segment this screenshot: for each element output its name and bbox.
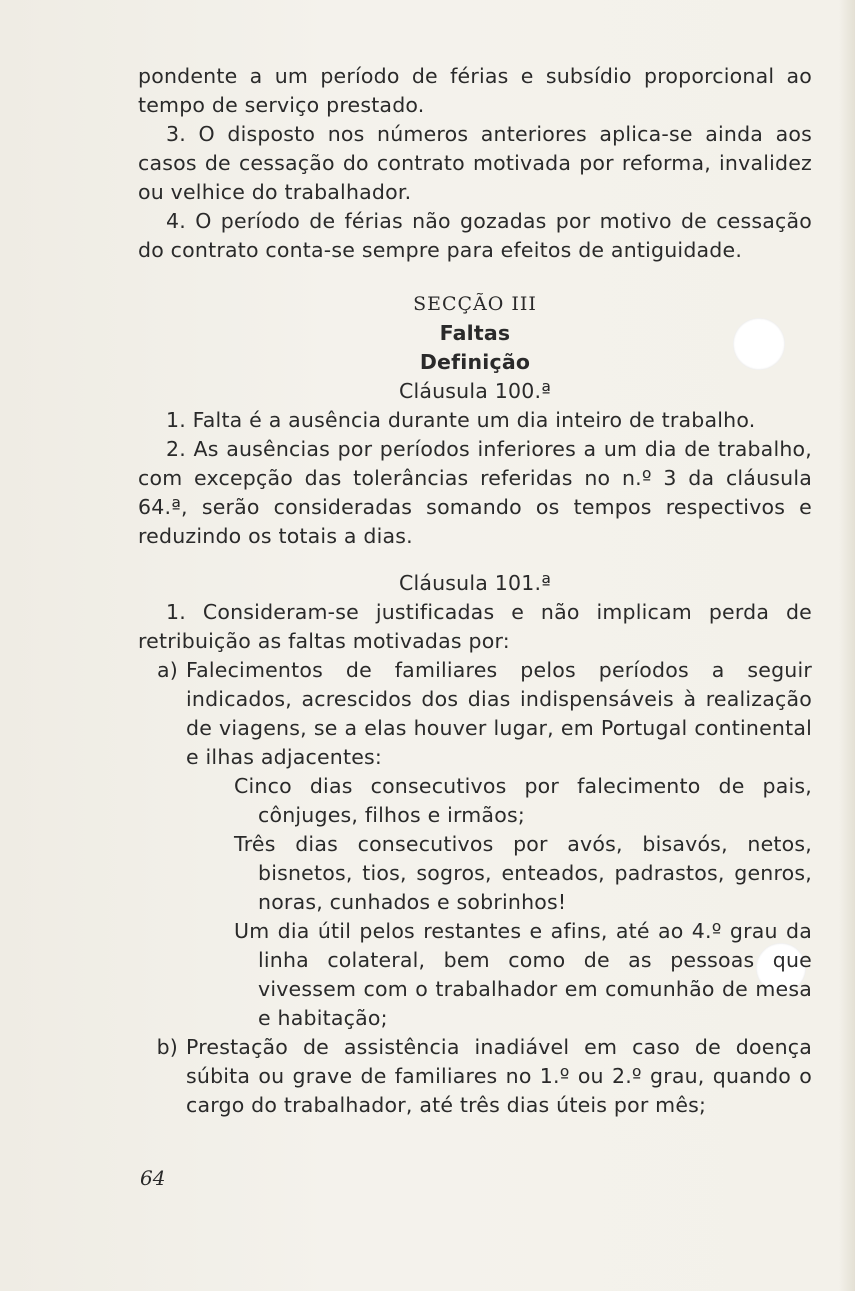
section-title: Faltas bbox=[439, 321, 511, 345]
section-subtitle: Definição bbox=[419, 350, 531, 374]
list-subitem-1: Cinco dias consecutivos por falecimento de pais, cônjuges, filhos e irmãos; bbox=[234, 774, 812, 827]
page-edge bbox=[839, 0, 855, 1291]
document-body bbox=[138, 62, 812, 1120]
page-number: 64 bbox=[140, 1166, 166, 1190]
list-marker-a: a) bbox=[157, 658, 178, 682]
list-subitem-3: Um dia útil pelos restantes e afins, até ao 4.º grau da linha colateral, bem como de as pessoas que vivessem com o trabalhador em comunhão de mesa e habitação; bbox=[234, 919, 812, 1030]
intro-paragraph-4: 4. O período de férias não gozadas por motivo de cessação do contrato conta-se sempre para efeitos de antiguidade. bbox=[138, 209, 812, 262]
list-item-a bbox=[138, 656, 812, 772]
clause-101-paragraph-1: 1. Consideram-se justificadas e não implicam perda de retribuição as faltas motivadas por: bbox=[138, 600, 812, 653]
intro-paragraph-continuation: pondente a um período de férias e subsídio proporcional ao tempo de serviço prestado. bbox=[138, 64, 812, 117]
clause-100-title: Cláusula 100.ª bbox=[398, 379, 552, 403]
section-heading: SECÇÃO III bbox=[413, 293, 537, 315]
clause-100-paragraph-2: 2. As ausências por períodos inferiores a um dia de trabalho, com excepção das tolerâncias referidas no n.º 3 da cláusula 64.ª, serão consideradas somando os tempos respectivos e reduzindo os totais a dias. bbox=[138, 437, 812, 548]
list-item-a-text: Falecimentos de familiares pelos períodos a seguir indicados, acrescidos dos dias indispensáveis à realização de viagens, se a elas houver lugar, em Portugal continental e ilhas adjacentes: bbox=[186, 658, 812, 769]
clause-100-paragraph-1: 1. Falta é a ausência durante um dia inteiro de trabalho. bbox=[166, 408, 756, 432]
clause-101-title: Cláusula 101.ª bbox=[398, 571, 552, 595]
intro-paragraph-3: 3. O disposto nos números anteriores aplica-se ainda aos casos de cessação do contrato motivada por reforma, invalidez ou velhice do trabalhador. bbox=[138, 122, 812, 204]
list-item-b bbox=[138, 1033, 812, 1120]
list-item-b-text: Prestação de assistência inadiável em caso de doença súbita ou grave de familiares no 1.º ou 2.º grau, quando o cargo do trabalhador, até três dias úteis por mês; bbox=[186, 1035, 812, 1117]
list-subitem-2: Três dias consecutivos por avós, bisavós, netos, bisnetos, tios, sogros, enteados, padrastos, genros, noras, cunhados e sobrinhos! bbox=[234, 832, 812, 914]
list-marker-b: b) bbox=[156, 1035, 178, 1059]
